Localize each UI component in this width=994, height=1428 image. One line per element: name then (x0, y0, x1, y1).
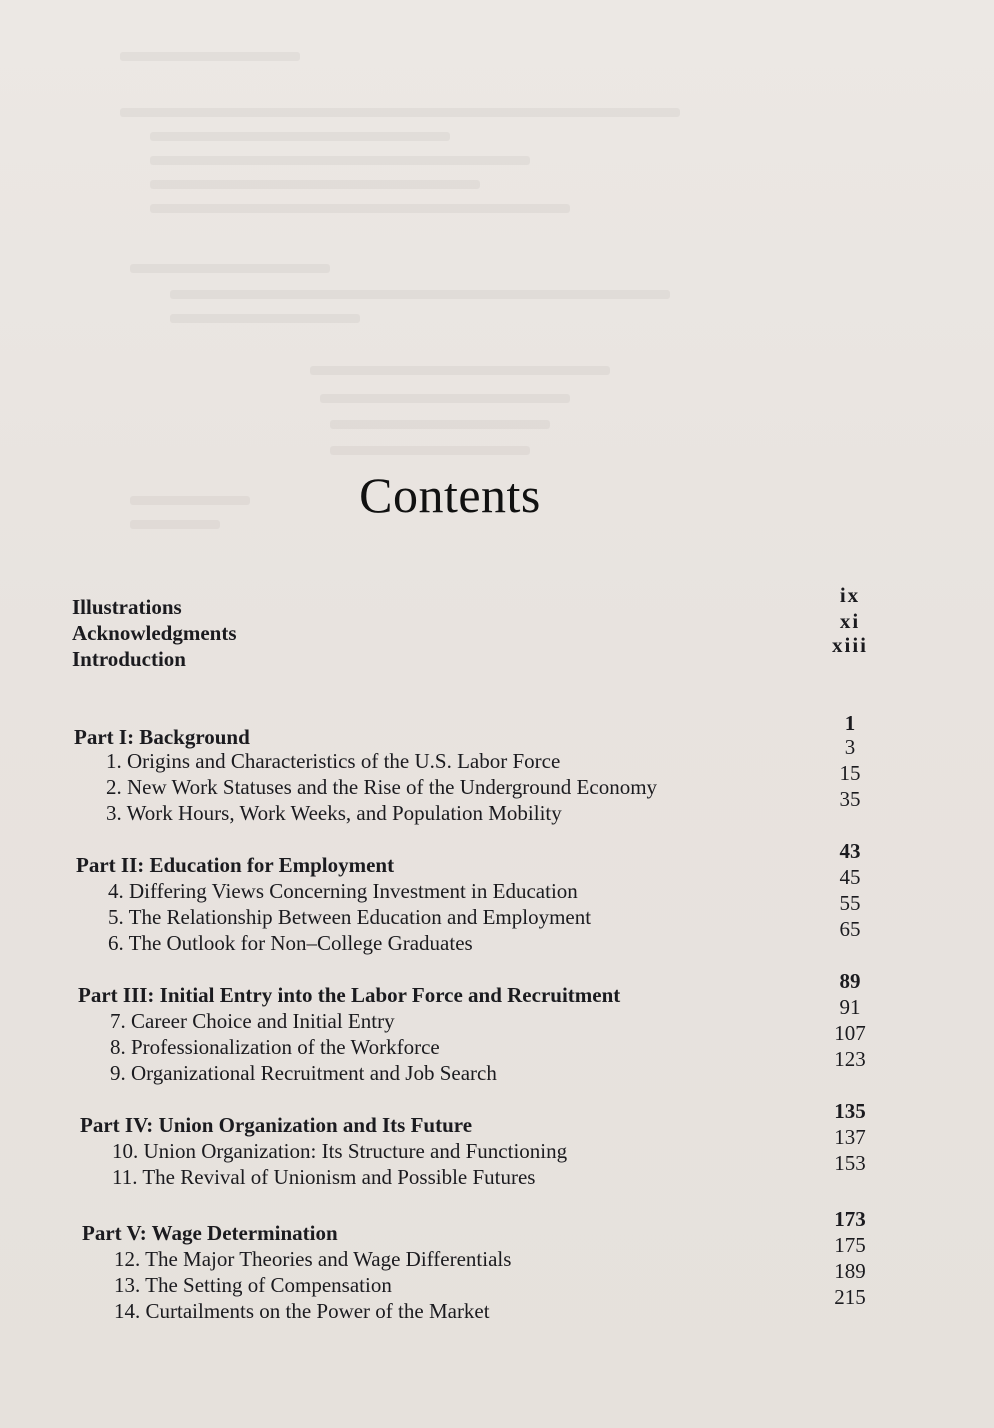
chapter-page-number: 91 (839, 995, 861, 1019)
part-title: Part III: Initial Entry into the Labor Force and Recruitment (78, 983, 621, 1007)
chapter-title: 3. Work Hours, Work Weeks, and Population Mobility (106, 801, 562, 825)
chapter-title: 7. Career Choice and Initial Entry (110, 1009, 395, 1033)
chapter-title: 6. The Outlook for Non–College Graduates (108, 931, 473, 955)
entry-label: Introduction (72, 647, 186, 671)
entry-page-number: xiii (831, 633, 868, 657)
part-page-number: 43 (839, 839, 861, 863)
part-title: Part V: Wage Determination (82, 1221, 338, 1245)
part-page-number: 1 (844, 711, 856, 735)
page-title: Contents (359, 466, 541, 523)
chapter-title: 10. Union Organization: Its Structure and Functioning (112, 1139, 568, 1163)
chapter-page-number: 189 (834, 1259, 866, 1283)
chapter-page-number: 137 (834, 1125, 866, 1149)
chapter-title: 4. Differing Views Concerning Investment in Education (108, 879, 578, 903)
chapter-page-number: 215 (834, 1285, 866, 1309)
entry-label: Illustrations (72, 595, 182, 619)
entry-page-number: ix (839, 583, 861, 607)
chapter-title: 1. Origins and Characteristics of the U.S. Labor Force (106, 749, 561, 773)
part-title: Part I: Background (74, 725, 250, 749)
chapter-title: 2. New Work Statuses and the Rise of the Underground Economy (106, 775, 658, 799)
part-page-number: 173 (834, 1207, 866, 1231)
chapter-page-number: 107 (834, 1021, 866, 1045)
chapter-title: 13. The Setting of Compensation (114, 1273, 392, 1297)
chapter-title: 11. The Revival of Unionism and Possible Futures (112, 1165, 536, 1189)
chapter-title: 9. Organizational Recruitment and Job Search (110, 1061, 497, 1085)
entry-label: Acknowledgments (72, 621, 237, 645)
part-title: Part IV: Union Organization and Its Future (80, 1113, 473, 1137)
chapter-title: 5. The Relationship Between Education and Employment (108, 905, 592, 929)
part-title: Part II: Education for Employment (76, 853, 395, 877)
chapter-page-number: 35 (839, 787, 861, 811)
entry-page-number: xi (839, 609, 861, 633)
chapter-page-number: 153 (834, 1151, 866, 1175)
chapter-page-number: 3 (844, 735, 856, 759)
chapter-page-number: 15 (839, 761, 861, 785)
chapter-page-number: 175 (834, 1233, 866, 1257)
part-page-number: 89 (839, 969, 861, 993)
chapter-page-number: 45 (839, 865, 861, 889)
chapter-title: 12. The Major Theories and Wage Differentials (114, 1247, 512, 1271)
part-page-number: 135 (834, 1099, 866, 1123)
chapter-page-number: 123 (834, 1047, 866, 1071)
chapter-title: 14. Curtailments on the Power of the Market (114, 1299, 490, 1323)
chapter-page-number: 55 (839, 891, 861, 915)
chapter-page-number: 65 (839, 917, 861, 941)
chapter-title: 8. Professionalization of the Workforce (110, 1035, 440, 1059)
